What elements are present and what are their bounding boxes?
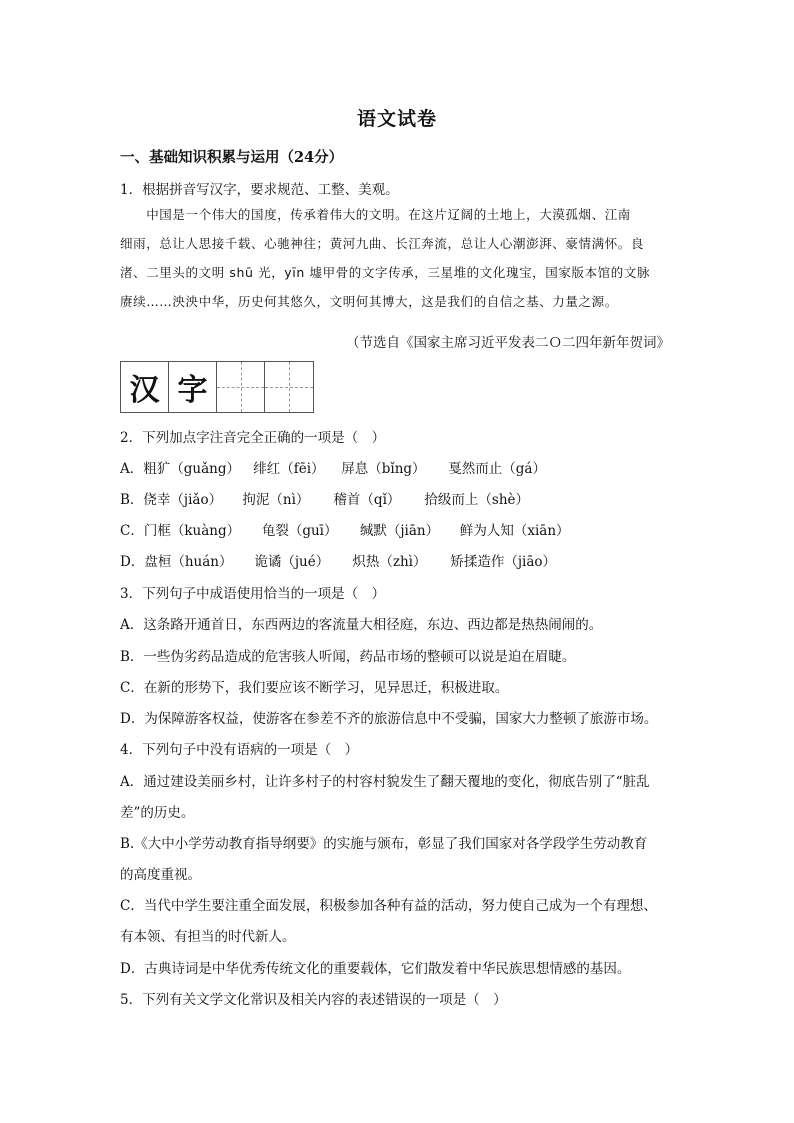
question-4-stem: 4．下列句子中没有语病的一项是（ ） bbox=[120, 742, 359, 758]
q4-option-b-line2: 的高度重视。 bbox=[120, 867, 201, 883]
q4-option-d: D．古典诗词是中华优秀传统文化的重要载体，它们散发着中华民族思想情感的基因。 bbox=[120, 961, 631, 977]
passage-line: 赓续……泱泱中华，历史何其悠久，文明何其博大，这是我们的自信之基、力量之源。 bbox=[120, 294, 618, 309]
option-item: 戛然而止（gá） bbox=[448, 461, 546, 477]
q2-option-a bbox=[120, 457, 546, 477]
q4-option-c-line2: 有本领、有担当的时代新人。 bbox=[120, 929, 296, 945]
option-item: 矫揉造作（jiāo） bbox=[450, 554, 557, 570]
q3-option-c: C．在新的形势下，我们要应该不断学习，见异思迁，积极进取。 bbox=[120, 680, 509, 696]
option-item: 绯红（fēi） bbox=[253, 461, 325, 477]
question-3-stem: 3．下列句子中成语使用恰当的一项是（ ） bbox=[120, 586, 386, 602]
q2-option-d bbox=[120, 550, 556, 570]
answer-grid bbox=[120, 361, 314, 413]
passage-line: 渚、二里头的文明 shū 光，yīn 墟甲骨的文字传承，三星堆的文化瑰宝，国家版本馆的文脉 bbox=[120, 265, 651, 280]
grid-cell: 字 bbox=[169, 362, 217, 412]
option-label: B． bbox=[120, 492, 144, 508]
grid-cell: 汉 bbox=[121, 362, 169, 412]
option-item: 鲜为人知（xiān） bbox=[459, 523, 570, 539]
q3-option-a: A．这条路开通首日，东西两边的客流量大相径庭，东边、西边都是热热闹闹的。 bbox=[120, 617, 603, 633]
page-title: 语文试卷 bbox=[356, 108, 437, 130]
grid-cell-empty[interactable] bbox=[217, 362, 265, 412]
question-5-stem: 5．下列有关文学文化常识及相关内容的表述错误的一项是（ ） bbox=[120, 992, 507, 1008]
option-item: 盘桓（huán） bbox=[144, 554, 233, 570]
passage-line: 中国是一个伟大的国度，传承着伟大的文明。在这片辽阔的土地上，大漠孤烟、江南 bbox=[120, 207, 631, 222]
option-item: 炽热（zhì） bbox=[352, 554, 427, 570]
q4-option-a-line1: A．通过建设美丽乡村，让许多村子的村容村貌发生了翻天覆地的变化，彻底告别了“脏乱 bbox=[120, 774, 650, 790]
option-item: 拾级而上（shè） bbox=[424, 492, 530, 508]
q2-option-b bbox=[120, 488, 529, 508]
q3-option-b: B．一些伪劣药品造成的危害骇人听闻，药品市场的整顿可以说是迫在眉睫。 bbox=[120, 649, 576, 665]
option-item: 稽首（qǐ） bbox=[333, 492, 401, 508]
option-label: D． bbox=[120, 554, 145, 570]
option-item: 拘泥（nì） bbox=[242, 492, 310, 508]
question-1-stem: 1．根据拼音写汉字，要求规范、工整、美观。 bbox=[120, 182, 399, 198]
q4-option-c-line1: C．当代中学生要注重全面发展，积极参加各种有益的活动，努力使自己成为一个有理想、 bbox=[120, 898, 657, 914]
section-heading: 一、基础知识积累与运用（24分） bbox=[120, 149, 344, 166]
option-label: C． bbox=[120, 523, 144, 539]
option-label: A． bbox=[120, 461, 144, 477]
passage-line: 细雨，总让人思接千载、心驰神往；黄河九曲、长江奔流，总让人心潮澎湃、豪情满怀。良 bbox=[120, 236, 645, 251]
question-2-stem: 2．下列加点字注音完全正确的一项是（ ） bbox=[120, 430, 386, 446]
q3-option-d: D．为保障游客权益，使游客在参差不齐的旅游信息中不受骗，国家大力整顿了旅游市场。 bbox=[120, 711, 658, 727]
option-item: 粗犷（guǎng） bbox=[143, 461, 240, 477]
option-item: 侥幸（jiǎo） bbox=[143, 492, 223, 508]
q2-option-c bbox=[120, 519, 570, 539]
q4-option-a-line2: 差”的历史。 bbox=[120, 805, 195, 821]
q4-option-b-line1: B.《大中小学劳动教育指导纲要》的实施与颁布，彰显了我们国家对各学段学生劳动教育 bbox=[120, 836, 648, 852]
option-item: 诡谲（jué） bbox=[254, 554, 330, 570]
passage-source: （节选自《国家主席习近平发表二Ｏ二四年新年贺词》 bbox=[346, 335, 670, 351]
option-item: 龟裂（guī） bbox=[261, 523, 338, 539]
option-item: 缄默（jiān） bbox=[359, 523, 440, 539]
option-item: 门框（kuàng） bbox=[143, 523, 241, 539]
q1-passage bbox=[120, 200, 680, 316]
option-item: 屏息（bǐng） bbox=[341, 461, 426, 477]
grid-cell-empty[interactable] bbox=[265, 362, 313, 412]
